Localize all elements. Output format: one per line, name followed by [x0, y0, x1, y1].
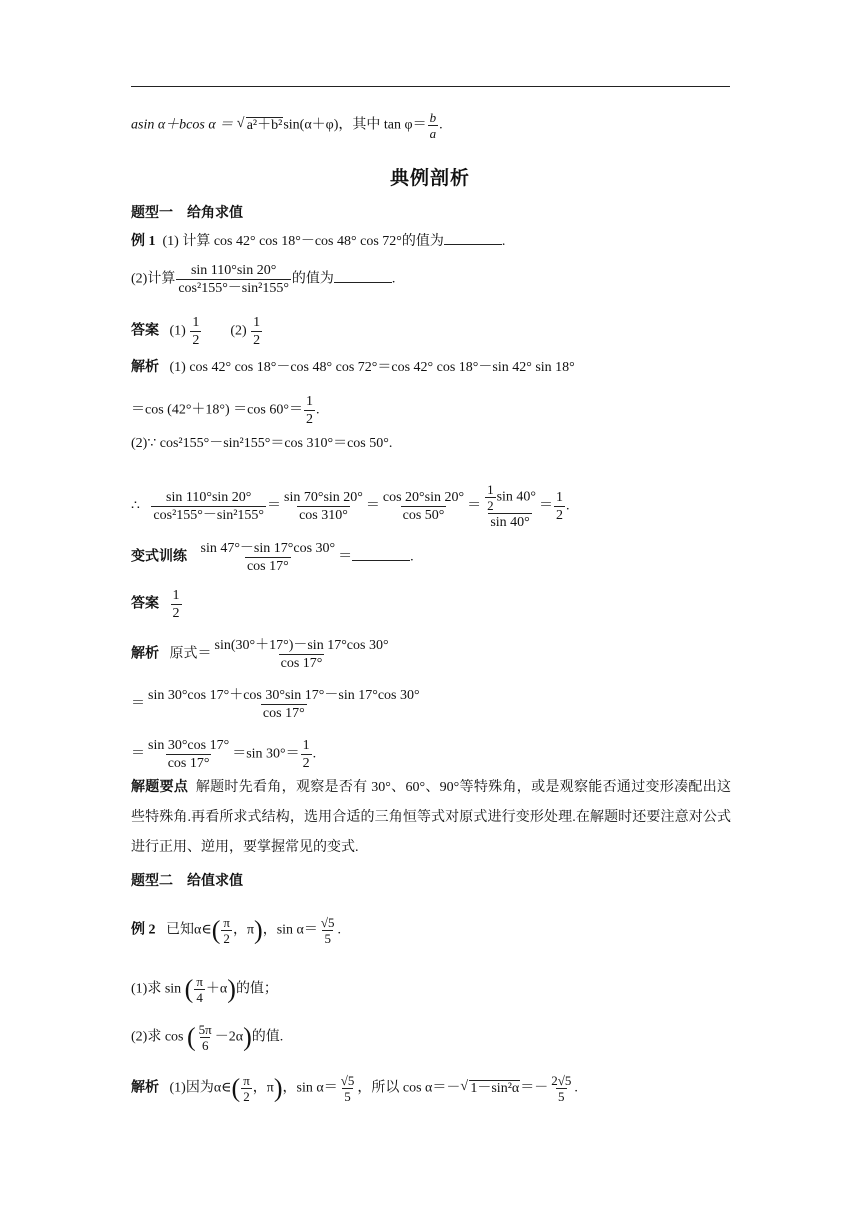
- fraction: [171, 587, 182, 622]
- solution-text: (1)因为α∈: [169, 1080, 232, 1096]
- punct: .: [410, 549, 414, 565]
- sqrt-term: [460, 1079, 520, 1099]
- frac-num: 1: [305, 394, 313, 409]
- frac-num: 1: [192, 315, 200, 330]
- variant-label: 变式训练: [131, 549, 187, 565]
- frac-den: 2: [302, 756, 310, 771]
- frac-num: 1: [487, 482, 494, 497]
- solution-text: ＝cos (42°＋18°) ＝cos 60°＝: [131, 402, 303, 418]
- answer-blank: [334, 268, 392, 283]
- frac-den: 2: [487, 498, 494, 513]
- example1-q2: [131, 262, 395, 297]
- frac-den: cos 17°: [167, 756, 210, 771]
- equals: ＝: [539, 498, 554, 514]
- example1-q1: [131, 230, 505, 252]
- fraction: [197, 1022, 214, 1053]
- solution2-chain: [131, 482, 570, 531]
- frac-den: 5: [558, 1089, 565, 1104]
- frac-den: cos 310°: [299, 508, 348, 523]
- answer-label: 答案: [131, 596, 159, 612]
- solution1-line-a: [131, 358, 575, 378]
- punct: .: [315, 402, 320, 418]
- punct: .: [391, 271, 396, 287]
- question-text: (1) 计算 cos 42° cos 18°－cos 48° cos 72°的值为: [162, 234, 444, 249]
- frac-num: π: [243, 1073, 250, 1088]
- frac-num-text: sin 40°: [496, 489, 537, 505]
- type1-heading: 题型一 给角求值: [131, 206, 243, 221]
- variant-question: [131, 540, 414, 575]
- interval-rest: ，π: [252, 1080, 274, 1096]
- fraction: [304, 393, 315, 428]
- equals: ＝: [338, 549, 353, 565]
- frac-den: sin 40°: [490, 515, 530, 530]
- frac-num: cos 20°sin 20°: [382, 490, 465, 505]
- answer-blank: [352, 546, 410, 561]
- frac-den: cos 50°: [402, 508, 445, 523]
- solution1-line-b: [131, 393, 319, 428]
- left-paren: (: [211, 915, 221, 945]
- frac-den: 2: [172, 606, 180, 621]
- example-label: 例 2: [131, 922, 156, 938]
- fraction: [194, 974, 205, 1005]
- section-title: 典例剖析: [389, 168, 470, 189]
- frac-num: √5: [320, 915, 335, 930]
- question-text: (1)求 sin: [131, 981, 182, 997]
- sqrt-radicand: a²＋b²: [246, 117, 283, 133]
- frac-num: sin 110°sin 20°: [166, 490, 252, 505]
- solution-label: 解析: [131, 1080, 159, 1096]
- fraction: [301, 737, 312, 772]
- frac-den: cos²155°－sin²155°: [153, 508, 265, 523]
- example-label: 例 1: [131, 234, 156, 249]
- therefore-symbol: ∴: [131, 498, 140, 514]
- frac-num: 1: [556, 490, 564, 505]
- frac-num: sin 30°cos 17°＋cos 30°sin 17°－sin 17°cos 30°: [148, 688, 420, 703]
- frac-den: 2: [253, 333, 261, 348]
- question-text: ，sin α＝: [262, 922, 318, 938]
- expression-rest: －2α: [214, 1029, 244, 1045]
- punct: .: [501, 234, 506, 249]
- equals: ＝: [267, 498, 282, 514]
- question-text: (2)求 cos: [131, 1029, 184, 1045]
- frac-den: 5: [324, 931, 331, 946]
- frac-den: cos²155°－sin²155°: [178, 281, 289, 296]
- frac-den: cos 17°: [246, 559, 289, 574]
- frac-den: 2: [192, 333, 200, 348]
- sqrt-term: [237, 116, 284, 136]
- answer-part: (1): [169, 323, 186, 339]
- interval-rest: ，π: [232, 922, 255, 938]
- formula-rhs: sin(α＋φ)，其中 tan φ＝: [283, 117, 427, 133]
- variant-solution-b: [131, 687, 423, 722]
- answer1-line: [131, 314, 263, 349]
- fraction: [190, 314, 201, 349]
- frac-num: sin 47°－sin 17°cos 30°: [200, 541, 336, 556]
- answer-label: 答案: [131, 323, 159, 339]
- solution-text: ，sin α＝: [282, 1080, 338, 1096]
- equals: ＝: [467, 498, 482, 514]
- fraction: [176, 262, 291, 297]
- variant-answer: [131, 587, 183, 622]
- frac-den: 4: [196, 990, 203, 1005]
- fraction: [482, 482, 538, 531]
- frac-num: sin 30°cos 17°: [148, 738, 230, 753]
- right-paren: ): [273, 1073, 283, 1103]
- solution2-line-a: (2)∵ cos²155°－sin²155°＝cos 310°＝cos 50°.: [131, 436, 393, 451]
- fraction: [381, 489, 466, 524]
- variant-solution-c: [131, 737, 316, 772]
- fraction: [339, 1073, 357, 1104]
- frac-num: sin(30°＋17°)－sin 17°cos 30°: [214, 638, 389, 653]
- frac-num: b: [429, 110, 437, 125]
- equals: ＝: [131, 746, 145, 762]
- solution-text: 原式＝: [169, 646, 212, 662]
- frac-num: sin 70°sin 20°: [284, 490, 363, 505]
- right-paren: ): [254, 915, 263, 945]
- right-paren: ): [243, 1022, 252, 1052]
- type2-heading: 题型二 给值求值: [131, 874, 243, 889]
- fraction: [199, 540, 338, 575]
- question-text: 的值为: [291, 271, 334, 287]
- question-prefix: (2)计算: [131, 271, 176, 287]
- frac-den: 5: [344, 1089, 351, 1104]
- solution-text: ＝sin 30°＝: [232, 746, 300, 762]
- right-paren: ): [227, 974, 236, 1004]
- fraction: [251, 314, 262, 349]
- frac-num: 1: [253, 315, 261, 330]
- frac-den: a: [429, 126, 437, 141]
- frac-num: π: [196, 974, 203, 989]
- solution-text: (1) cos 42° cos 18°－cos 48° cos 72°＝cos 42° cos 18°－sin 42° sin 18°: [169, 360, 575, 375]
- question-text: 的值.: [251, 1029, 284, 1045]
- equals: ＝: [131, 696, 145, 712]
- fraction: [146, 687, 422, 722]
- example2-statement: [131, 915, 341, 946]
- frac-num: π: [223, 915, 230, 930]
- fraction: [319, 915, 337, 946]
- left-paren: (: [187, 1022, 196, 1052]
- key-points-text: 解题时先看角，观察是否有 30°、60°、90°等特殊角，或是观察能否通过变形凑配出这些特殊角.再看所求式结构，选用合适的三角恒等式对原式进行变形处理.在解题时还要注意对公式进行正用、逆用，要掌握常见的变式.: [131, 780, 732, 855]
- fraction: [151, 489, 266, 524]
- fraction: [554, 489, 565, 524]
- left-paren: (: [231, 1073, 241, 1103]
- punct: .: [566, 498, 570, 514]
- solution-label: 解析: [131, 360, 159, 375]
- key-points-label: 解题要点: [131, 780, 189, 795]
- punct: .: [337, 922, 342, 938]
- punct: .: [574, 1080, 578, 1096]
- left-paren: (: [184, 974, 194, 1004]
- variant-solution-a: [131, 637, 392, 672]
- frac-den: 2: [223, 931, 230, 946]
- expression-rest: ＋α: [205, 981, 228, 997]
- fraction: [221, 915, 232, 946]
- fraction-b-over-a: [428, 110, 439, 141]
- frac-den: 6: [201, 1038, 209, 1053]
- key-points-paragraph: [131, 773, 731, 863]
- fraction: [282, 489, 365, 524]
- fraction: [485, 482, 496, 513]
- frac-num: [482, 482, 538, 513]
- equals: ＝－: [520, 1080, 549, 1096]
- frac-den: 2: [556, 508, 564, 523]
- frac-num: 1: [172, 588, 180, 603]
- formula-lhs: asin α＋bcos α ＝: [131, 117, 234, 133]
- answer-part: (2): [230, 323, 247, 339]
- solution-text: ，所以 cos α＝－: [357, 1080, 461, 1096]
- question-text: 的值；: [235, 981, 278, 997]
- punct: .: [312, 746, 317, 762]
- frac-num: √5: [340, 1073, 355, 1088]
- frac-den: 2: [243, 1089, 250, 1104]
- fraction: [241, 1073, 252, 1104]
- formula-line: [131, 110, 443, 141]
- solution-label: 解析: [131, 646, 159, 662]
- example2-q1: [131, 974, 278, 1005]
- frac-den: cos 17°: [280, 656, 323, 671]
- equals: ＝: [365, 498, 380, 514]
- example2-solution: [131, 1073, 578, 1104]
- header-rule: [131, 86, 730, 87]
- fraction: [549, 1073, 573, 1104]
- fraction: [146, 737, 231, 772]
- frac-num: 1: [302, 738, 310, 753]
- formula-end: .: [439, 117, 443, 133]
- frac-den: cos 17°: [262, 706, 305, 721]
- frac-num: sin 110°sin 20°: [190, 263, 277, 278]
- frac-num: 5π: [198, 1022, 212, 1037]
- answer-blank: [444, 230, 502, 245]
- frac-num: 2√5: [551, 1073, 572, 1088]
- fraction: [213, 637, 391, 672]
- example2-q2: [131, 1022, 283, 1053]
- frac-den: 2: [305, 412, 313, 427]
- sqrt-radicand: 1－sin²α: [470, 1080, 520, 1096]
- question-text: 已知α∈: [166, 922, 212, 938]
